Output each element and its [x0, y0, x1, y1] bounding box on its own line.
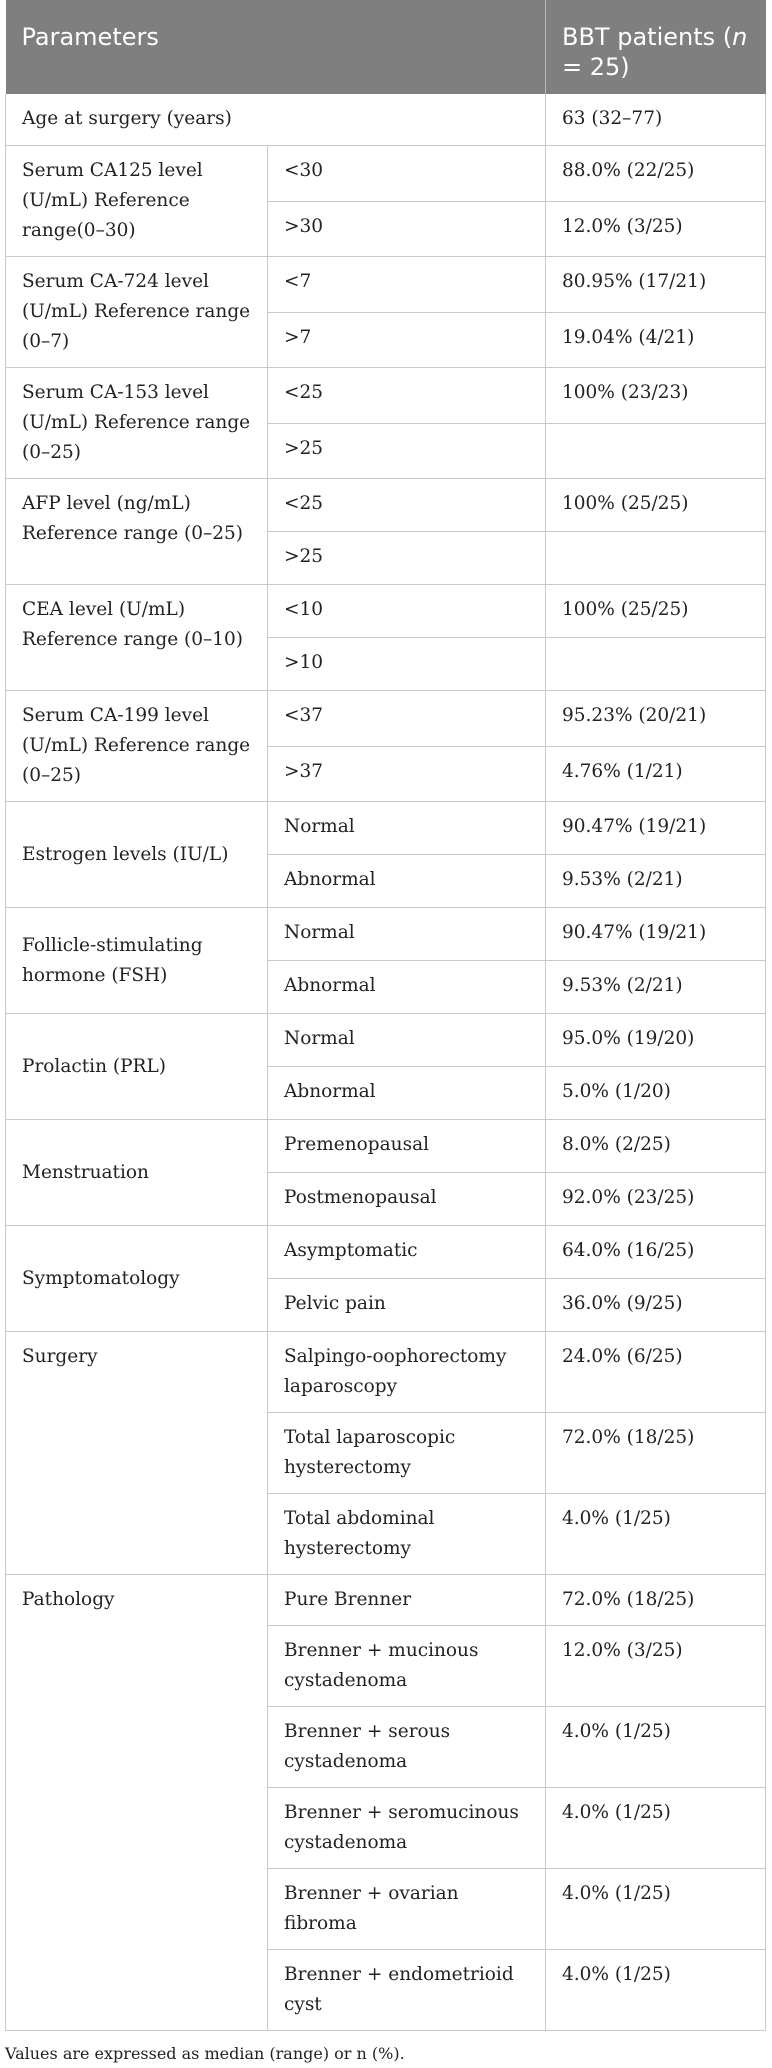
row-menstruation-a: [6, 1120, 766, 1173]
sub-cell: Abnormal: [268, 961, 546, 1014]
table-footnote: Values are expressed as median (range) or n (%).: [5, 2044, 405, 2063]
value-cell: [546, 532, 766, 585]
value-cell: 95.23% (20/21): [546, 691, 766, 747]
param-label: Surgery: [6, 1332, 268, 1575]
value-cell: 4.0% (1/25): [546, 1869, 766, 1950]
value-cell: 90.47% (19/21): [546, 908, 766, 961]
row-afp-a: [6, 479, 766, 532]
value-cell: 4.0% (1/25): [546, 1950, 766, 2031]
value-cell: 9.53% (2/21): [546, 855, 766, 908]
sub-cell: Brenner + endometrioid cyst: [268, 1950, 546, 2031]
sub-cell: >10: [268, 638, 546, 691]
sub-cell: Normal: [268, 908, 546, 961]
value-cell: 95.0% (19/20): [546, 1014, 766, 1067]
row-estrogen-a: [6, 802, 766, 855]
value-cell: [546, 423, 766, 479]
value-cell: 63 (32–77): [546, 94, 766, 146]
param-label: Serum CA-153 level (U/mL) Reference range (0–25): [6, 368, 268, 479]
sub-cell: >30: [268, 201, 546, 257]
sub-cell: Total laparoscopic hysterectomy: [268, 1413, 546, 1494]
value-cell: 80.95% (17/21): [546, 257, 766, 313]
value-cell: [546, 638, 766, 691]
value-cell: 64.0% (16/25): [546, 1226, 766, 1279]
value-cell: 12.0% (3/25): [546, 1626, 766, 1707]
sub-cell: >25: [268, 423, 546, 479]
row-fsh-a: [6, 908, 766, 961]
value-cell: 100% (25/25): [546, 585, 766, 638]
value-cell: 9.53% (2/21): [546, 961, 766, 1014]
param-label: Serum CA-724 level (U/mL) Reference range (0–7): [6, 257, 268, 368]
sub-cell: <10: [268, 585, 546, 638]
row-cea-a: [6, 585, 766, 638]
sub-cell: Premenopausal: [268, 1120, 546, 1173]
value-cell: 72.0% (18/25): [546, 1413, 766, 1494]
value-cell: 90.47% (19/21): [546, 802, 766, 855]
sub-cell: Pure Brenner: [268, 1575, 546, 1626]
sub-cell: Brenner + seromucinous cystadenoma: [268, 1788, 546, 1869]
row-ca125-a: [6, 146, 766, 202]
sub-cell: Abnormal: [268, 1067, 546, 1120]
value-cell: 8.0% (2/25): [546, 1120, 766, 1173]
sub-cell: Brenner + mucinous cystadenoma: [268, 1626, 546, 1707]
row-surgery-a: [6, 1332, 766, 1413]
header-parameters: Parameters: [6, 0, 546, 94]
sub-cell: Brenner + serous cystadenoma: [268, 1707, 546, 1788]
sub-cell: <37: [268, 691, 546, 747]
header-row: [6, 0, 766, 94]
param-label: Serum CA125 level (U/mL) Reference range(0–30): [6, 146, 268, 257]
sub-cell: Asymptomatic: [268, 1226, 546, 1279]
sub-cell: Abnormal: [268, 855, 546, 908]
param-label: CEA level (U/mL) Reference range (0–10): [6, 585, 268, 691]
sub-cell: Postmenopausal: [268, 1173, 546, 1226]
sub-cell: <25: [268, 368, 546, 424]
value-cell: 4.0% (1/25): [546, 1494, 766, 1575]
sub-cell: >7: [268, 312, 546, 368]
value-cell: 19.04% (4/21): [546, 312, 766, 368]
value-cell: 72.0% (18/25): [546, 1575, 766, 1626]
sub-cell: <30: [268, 146, 546, 202]
value-cell: 100% (25/25): [546, 479, 766, 532]
row-age: [6, 94, 766, 146]
sub-cell: Normal: [268, 1014, 546, 1067]
param-label: Age at surgery (years): [6, 94, 546, 146]
param-label: Follicle-stimulating hormone (FSH): [6, 908, 268, 1014]
value-cell: 92.0% (23/25): [546, 1173, 766, 1226]
sub-cell: >25: [268, 532, 546, 585]
row-ca153-a: [6, 368, 766, 424]
sub-cell: <25: [268, 479, 546, 532]
value-cell: 24.0% (6/25): [546, 1332, 766, 1413]
data-table: [5, 0, 766, 2031]
param-label: AFP level (ng/mL) Reference range (0–25): [6, 479, 268, 585]
row-prl-a: [6, 1014, 766, 1067]
sub-cell: <7: [268, 257, 546, 313]
header-bbt-text: BBT patients (: [562, 23, 733, 51]
row-ca199-a: [6, 691, 766, 747]
param-label: Menstruation: [6, 1120, 268, 1226]
value-cell: 4.0% (1/25): [546, 1788, 766, 1869]
row-ca724-a: [6, 257, 766, 313]
sub-cell: Total abdominal hysterectomy: [268, 1494, 546, 1575]
value-cell: 36.0% (9/25): [546, 1279, 766, 1332]
param-label: Symptomatology: [6, 1226, 268, 1332]
row-symptomatology-a: [6, 1226, 766, 1279]
sub-cell: Salpingo-oophorectomy laparoscopy: [268, 1332, 546, 1413]
param-label: Pathology: [6, 1575, 268, 2031]
value-cell: 88.0% (22/25): [546, 146, 766, 202]
header-n: n: [732, 23, 748, 51]
sub-cell: Normal: [268, 802, 546, 855]
value-cell: 12.0% (3/25): [546, 201, 766, 257]
sub-cell: Brenner + ovarian fibroma: [268, 1869, 546, 1950]
value-cell: 100% (23/23): [546, 368, 766, 424]
sub-cell: >37: [268, 746, 546, 802]
sub-cell: Pelvic pain: [268, 1279, 546, 1332]
value-cell: 4.76% (1/21): [546, 746, 766, 802]
param-label: Prolactin (PRL): [6, 1014, 268, 1120]
value-cell: 5.0% (1/20): [546, 1067, 766, 1120]
param-label: Estrogen levels (IU/L): [6, 802, 268, 908]
row-pathology-a: [6, 1575, 766, 1626]
header-count: = 25): [562, 53, 630, 81]
header-bbt-patients: [546, 0, 766, 94]
value-cell: 4.0% (1/25): [546, 1707, 766, 1788]
param-label: Serum CA-199 level (U/mL) Reference range (0–25): [6, 691, 268, 802]
